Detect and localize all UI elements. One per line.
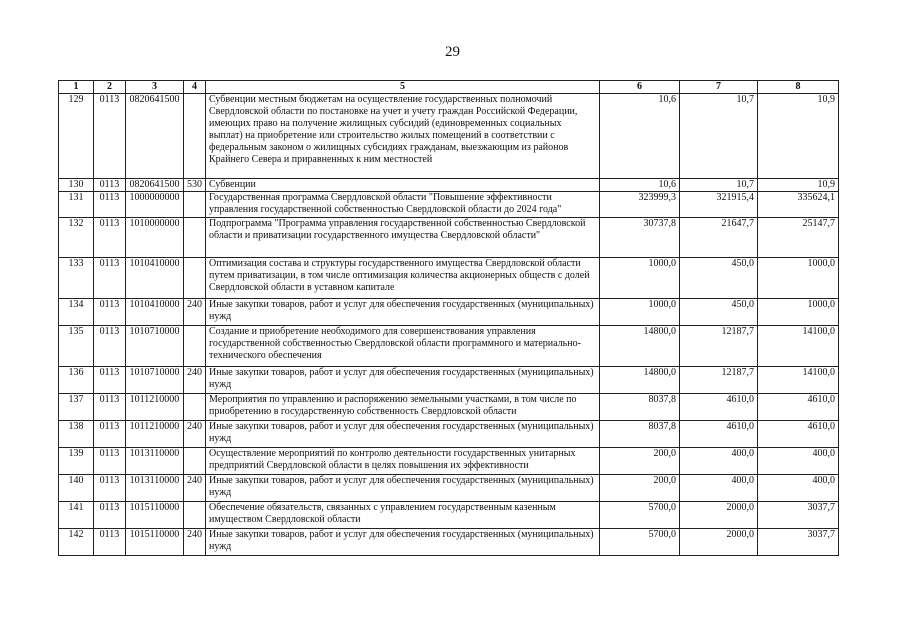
table-row (59, 218, 839, 258)
expense-type (184, 326, 206, 367)
row-number: 141 (59, 502, 94, 529)
expense-type (184, 448, 206, 475)
value-col-6: 5700,0 (600, 502, 680, 529)
target-code: 1010410000 (126, 299, 184, 326)
row-number: 142 (59, 529, 94, 556)
section-code: 0113 (94, 192, 126, 218)
row-number: 138 (59, 421, 94, 448)
value-col-7: 21647,7 (680, 218, 758, 258)
header-col-5: 5 (206, 81, 600, 94)
value-col-8: 335624,1 (758, 192, 839, 218)
target-code: 1011210000 (126, 421, 184, 448)
value-col-8: 400,0 (758, 448, 839, 475)
value-col-6: 323999,3 (600, 192, 680, 218)
row-number: 133 (59, 258, 94, 299)
table-row (59, 448, 839, 475)
value-col-6: 14800,0 (600, 367, 680, 394)
value-col-7: 12187,7 (680, 367, 758, 394)
section-code: 0113 (94, 258, 126, 299)
target-code: 1000000000 (126, 192, 184, 218)
expense-type: 240 (184, 421, 206, 448)
table-row (59, 367, 839, 394)
expense-type: 530 (184, 179, 206, 192)
value-col-7: 450,0 (680, 299, 758, 326)
table-row (59, 394, 839, 421)
table-row (59, 179, 839, 192)
row-number: 140 (59, 475, 94, 502)
section-code: 0113 (94, 448, 126, 475)
value-col-6: 200,0 (600, 448, 680, 475)
expense-type (184, 94, 206, 179)
description: Субвенции (206, 179, 600, 192)
header-col-3: 3 (126, 81, 184, 94)
section-code: 0113 (94, 299, 126, 326)
page-number: 29 (445, 44, 460, 60)
value-col-7: 450,0 (680, 258, 758, 299)
description: Создание и приобретение необходимого для совершенствования управления государственной собственностью Свердловской области программного и материально-технического обеспечения (206, 326, 600, 367)
target-code: 1010410000 (126, 258, 184, 299)
budget-table (58, 80, 839, 556)
description: Иные закупки товаров, работ и услуг для обеспечения государственных (муниципальных) нужд (206, 421, 600, 448)
value-col-7: 4610,0 (680, 394, 758, 421)
value-col-8: 1000,0 (758, 258, 839, 299)
target-code: 1013110000 (126, 448, 184, 475)
section-code: 0113 (94, 326, 126, 367)
value-col-6: 30737,8 (600, 218, 680, 258)
description: Осуществление мероприятий по контролю деятельности государственных унитарных предприятий Свердловской области в целях повышения их эффективности (206, 448, 600, 475)
table-row (59, 258, 839, 299)
value-col-7: 2000,0 (680, 502, 758, 529)
target-code: 1013110000 (126, 475, 184, 502)
table-row (59, 192, 839, 218)
table-row (59, 421, 839, 448)
target-code: 1010000000 (126, 218, 184, 258)
row-number: 135 (59, 326, 94, 367)
expense-type (184, 218, 206, 258)
table-row (59, 475, 839, 502)
value-col-8: 14100,0 (758, 326, 839, 367)
value-col-6: 8037,8 (600, 421, 680, 448)
header-row (59, 81, 839, 94)
target-code: 0820641500 (126, 179, 184, 192)
section-code: 0113 (94, 367, 126, 394)
target-code: 1011210000 (126, 394, 184, 421)
description: Субвенции местным бюджетам на осуществление государственных полномочий Свердловской области по постановке на учет и учету граждан Российской Федерации, имеющих право на получение жилищных субсидий (единовременных социальных выплат) на приобретение или строительство жилых помещений в соответствии с федеральным законом о жилищных субсидиях гражданам, выезжающим из районов Крайнего Севера и приравненных к ним местностей (206, 94, 600, 179)
value-col-8: 25147,7 (758, 218, 839, 258)
target-code: 1010710000 (126, 326, 184, 367)
value-col-6: 200,0 (600, 475, 680, 502)
target-code: 1015110000 (126, 502, 184, 529)
description: Подпрограмма "Программа управления государственной собственностью Свердловской области и приватизации государственного имущества Свердловской области" (206, 218, 600, 258)
row-number: 131 (59, 192, 94, 218)
value-col-8: 4610,0 (758, 421, 839, 448)
table-row (59, 502, 839, 529)
value-col-6: 10,6 (600, 179, 680, 192)
expense-type: 240 (184, 529, 206, 556)
row-number: 129 (59, 94, 94, 179)
value-col-7: 12187,7 (680, 326, 758, 367)
row-number: 137 (59, 394, 94, 421)
value-col-8: 14100,0 (758, 367, 839, 394)
target-code: 1010710000 (126, 367, 184, 394)
section-code: 0113 (94, 421, 126, 448)
description: Иные закупки товаров, работ и услуг для обеспечения государственных (муниципальных) нужд (206, 299, 600, 326)
value-col-6: 10,6 (600, 94, 680, 179)
section-code: 0113 (94, 475, 126, 502)
table-row (59, 299, 839, 326)
section-code: 0113 (94, 529, 126, 556)
section-code: 0113 (94, 218, 126, 258)
header-col-8: 8 (758, 81, 839, 94)
value-col-7: 10,7 (680, 94, 758, 179)
description: Иные закупки товаров, работ и услуг для обеспечения государственных (муниципальных) нужд (206, 367, 600, 394)
value-col-7: 321915,4 (680, 192, 758, 218)
value-col-6: 5700,0 (600, 529, 680, 556)
description: Иные закупки товаров, работ и услуг для обеспечения государственных (муниципальных) нужд (206, 475, 600, 502)
header-col-6: 6 (600, 81, 680, 94)
value-col-6: 14800,0 (600, 326, 680, 367)
description: Оптимизация состава и структуры государственного имущества Свердловской области путем приватизации, в том числе оптимизация количества акционерных обществ с долей Свердловской области в уставном капитале (206, 258, 600, 299)
value-col-6: 1000,0 (600, 299, 680, 326)
header-col-4: 4 (184, 81, 206, 94)
value-col-7: 400,0 (680, 448, 758, 475)
value-col-7: 400,0 (680, 475, 758, 502)
section-code: 0113 (94, 179, 126, 192)
header-col-7: 7 (680, 81, 758, 94)
description: Обеспечение обязательств, связанных с управлением государственным казенным имуществом Свердловской области (206, 502, 600, 529)
row-number: 134 (59, 299, 94, 326)
expense-type (184, 394, 206, 421)
value-col-6: 8037,8 (600, 394, 680, 421)
row-number: 139 (59, 448, 94, 475)
expense-type: 240 (184, 367, 206, 394)
value-col-7: 2000,0 (680, 529, 758, 556)
description: Иные закупки товаров, работ и услуг для обеспечения государственных (муниципальных) нужд (206, 529, 600, 556)
expense-type: 240 (184, 299, 206, 326)
value-col-8: 4610,0 (758, 394, 839, 421)
row-number: 132 (59, 218, 94, 258)
target-code: 0820641500 (126, 94, 184, 179)
expense-type: 240 (184, 475, 206, 502)
section-code: 0113 (94, 394, 126, 421)
expense-type (184, 258, 206, 299)
target-code: 1015110000 (126, 529, 184, 556)
row-number: 130 (59, 179, 94, 192)
expense-type (184, 502, 206, 529)
expense-type (184, 192, 206, 218)
header-col-2: 2 (94, 81, 126, 94)
value-col-8: 10,9 (758, 179, 839, 192)
value-col-6: 1000,0 (600, 258, 680, 299)
value-col-8: 3037,7 (758, 502, 839, 529)
table-row (59, 529, 839, 556)
value-col-8: 10,9 (758, 94, 839, 179)
section-code: 0113 (94, 502, 126, 529)
section-code: 0113 (94, 94, 126, 179)
header-col-1: 1 (59, 81, 94, 94)
value-col-8: 1000,0 (758, 299, 839, 326)
description: Государственная программа Свердловской области "Повышение эффективности управления государственной собственностью Свердловской области до 2024 года" (206, 192, 600, 218)
table-row (59, 326, 839, 367)
value-col-8: 3037,7 (758, 529, 839, 556)
value-col-7: 4610,0 (680, 421, 758, 448)
value-col-7: 10,7 (680, 179, 758, 192)
row-number: 136 (59, 367, 94, 394)
description: Мероприятия по управлению и распоряжению земельными участками, в том числе по приобретению в государственную собственность Свердловской области (206, 394, 600, 421)
table-row (59, 94, 839, 179)
value-col-8: 400,0 (758, 475, 839, 502)
